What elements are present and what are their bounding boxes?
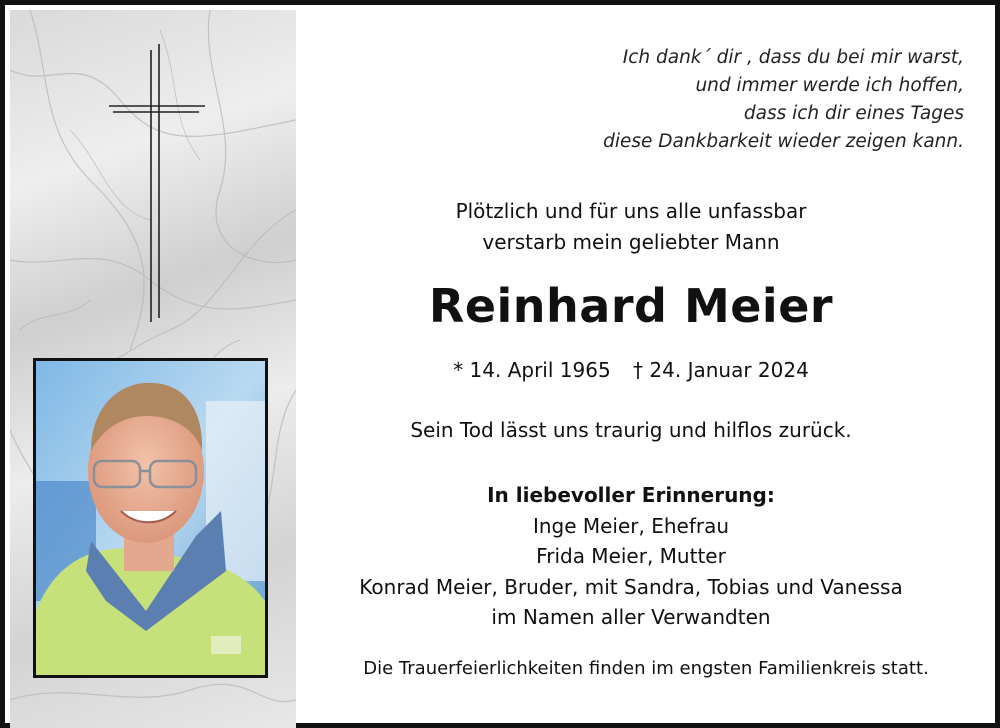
family-heading: In liebevoller Erinnerung:: [487, 483, 775, 507]
family-member: Frida Meier, Mutter: [536, 544, 726, 568]
marble-panel: [10, 10, 296, 728]
intro-line: Plötzlich und für uns alle unfassbar: [455, 199, 807, 223]
poem-line: dass ich dir eines Tages: [743, 103, 964, 124]
family-list: [296, 480, 966, 633]
family-member: Konrad Meier, Bruder, mit Sandra, Tobias und Vanessa: [359, 574, 903, 599]
portrait-photo: [36, 361, 265, 675]
intro-line: verstarb mein geliebter Mann: [482, 230, 780, 254]
deceased-name: Reinhard Meier: [428, 279, 834, 333]
intro: [296, 196, 966, 258]
poem: [603, 44, 964, 156]
poem-line: diese Dankbarkeit wieder zeigen kann.: [603, 131, 964, 152]
birth-date: * 14. April 1965: [453, 358, 611, 382]
life-dates: [296, 356, 966, 384]
closing-note: Die Trauerfeierlichkeiten finden im engsten Familienkreis statt.: [363, 658, 929, 679]
family-member: Inge Meier, Ehefrau: [532, 513, 730, 538]
death-date: † 24. Januar 2024: [633, 358, 809, 382]
tagline: Sein Tod lässt uns traurig und hilflos zurück.: [410, 418, 852, 442]
poem-line: und immer werde ich hoffen,: [695, 75, 964, 96]
family-member: im Namen aller Verwandten: [491, 605, 771, 629]
obituary-text: [296, 10, 1000, 728]
poem-line: Ich dank´ dir , dass du bei mir warst,: [622, 47, 964, 68]
portrait-frame: [33, 358, 268, 678]
cross-icon: [105, 42, 205, 327]
